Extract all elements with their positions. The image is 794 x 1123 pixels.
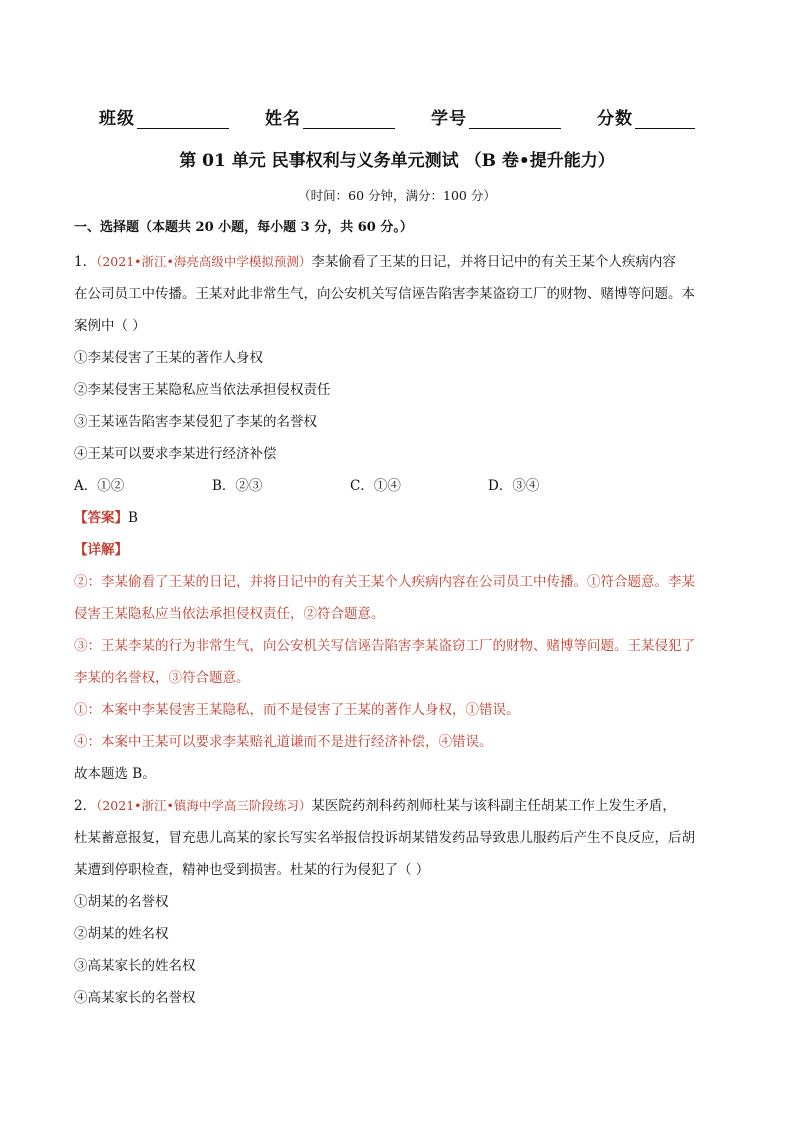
q2-stem-3: 某遭到停职检查，精神也受到损害。杜某的行为侵犯了（ ） bbox=[74, 862, 430, 878]
q1-option-b[interactable]: B．②③ bbox=[212, 478, 263, 494]
exam-time-info: （时间：60 分钟，满分：100 分） bbox=[298, 188, 496, 203]
q1-option-a[interactable]: A．①② bbox=[74, 478, 125, 494]
q1-options bbox=[74, 470, 726, 502]
name-label: 姓名 bbox=[265, 109, 301, 129]
detail-line: ①：本案中李某侵害王某隐私，而不是侵害了王某的著作人身权，①错误。 bbox=[74, 702, 520, 718]
q2-source: （2021•浙江•镇海中学高三阶段练习） bbox=[96, 798, 312, 813]
q1-option-c[interactable]: C．①④ bbox=[350, 478, 401, 494]
student-id-label: 学号 bbox=[431, 109, 467, 129]
detail-line: ④：本案中王某可以要求李某赔礼道谦而不是进行经济补偿，④错误。 bbox=[74, 734, 493, 750]
q2-statement: ①胡某的名誉权 bbox=[74, 894, 169, 910]
q2-stem-line bbox=[74, 790, 726, 822]
q1-number: 1． bbox=[74, 254, 97, 270]
q1-conclusion: 故本题选 B。 bbox=[74, 766, 156, 782]
detail-line: 李某的名誉权，③符合题意。 bbox=[74, 670, 250, 686]
q2-stem-2: 杜某蓄意报复，冒充患儿高某的家长写实名举报信投诉胡某错发药品导致患儿服药后产生不良反应，后胡 bbox=[74, 830, 695, 846]
detail-tag: 【详解】 bbox=[74, 542, 128, 558]
page-title: 第 01 单元 民事权利与义务单元测试 （B 卷•提升能力） bbox=[179, 151, 615, 171]
q1-statement: ②李某侵害王某隐私应当依法承担侵权责任 bbox=[74, 382, 331, 398]
questions-content bbox=[74, 246, 726, 1014]
score-label: 分数 bbox=[597, 109, 633, 129]
name-field bbox=[265, 104, 395, 129]
detail-line: ②：李某偷看了王某的日记，并将日记中的有关王某个人疾病内容在公司员工中传播。①符合题意。李某 bbox=[74, 574, 695, 590]
name-blank[interactable] bbox=[303, 110, 395, 129]
q2-statement: ④高某家长的名誉权 bbox=[74, 990, 196, 1006]
q1-stem-1: 李某偷看了王某的日记，并将日记中的有关王某个人疾病内容 bbox=[311, 254, 676, 270]
q1-option-d[interactable]: D．③④ bbox=[488, 478, 540, 494]
score-blank[interactable] bbox=[635, 110, 695, 129]
section-heading: 一、选择题（本题共 20 小题，每小题 3 分，共 60 分。） bbox=[74, 220, 413, 235]
q1-statement: ③王某诬告陷害李某侵犯了李某的名誉权 bbox=[74, 414, 317, 430]
detail-line: 侵害王某隐私应当依法承担侵权责任，②符合题意。 bbox=[74, 606, 385, 622]
class-blank[interactable] bbox=[137, 110, 229, 129]
score-field bbox=[597, 104, 695, 129]
student-info-fields bbox=[0, 104, 794, 129]
q2-statement: ②胡某的姓名权 bbox=[74, 926, 169, 942]
q1-stem-3: 案例中（ ） bbox=[74, 318, 146, 334]
q1-answer bbox=[74, 502, 726, 534]
q1-source: （2021•浙江•海亮高级中学模拟预测） bbox=[96, 254, 312, 269]
class-field bbox=[99, 104, 229, 129]
student-id-blank[interactable] bbox=[469, 110, 561, 129]
answer-tag: 【答案】 bbox=[74, 510, 128, 526]
q1-stem-2: 在公司员工中传播。王某对此非常生气，向公安机关写信诬告陷害李某盗窃工厂的财物、赌博等问题。本 bbox=[74, 286, 695, 302]
q1-stem-line bbox=[74, 246, 726, 278]
q1-statement: ④王某可以要求李某进行经济补偿 bbox=[74, 446, 277, 462]
answer-value: B bbox=[128, 510, 138, 526]
q2-number: 2． bbox=[74, 798, 97, 814]
class-label: 班级 bbox=[99, 109, 135, 129]
q2-stem-1: 某医院药剂科药剂师杜某与该科副主任胡某工作上发生矛盾， bbox=[311, 798, 676, 814]
q2-statement: ③高某家长的姓名权 bbox=[74, 958, 196, 974]
q1-statement: ①李某侵害了王某的著作人身权 bbox=[74, 350, 263, 366]
student-id-field bbox=[431, 104, 561, 129]
detail-line: ③：王某李某的行为非常生气，向公安机关写信诬告陷害李某盗窃工厂的财物、赌博等问题。王某侵犯了 bbox=[74, 638, 695, 654]
